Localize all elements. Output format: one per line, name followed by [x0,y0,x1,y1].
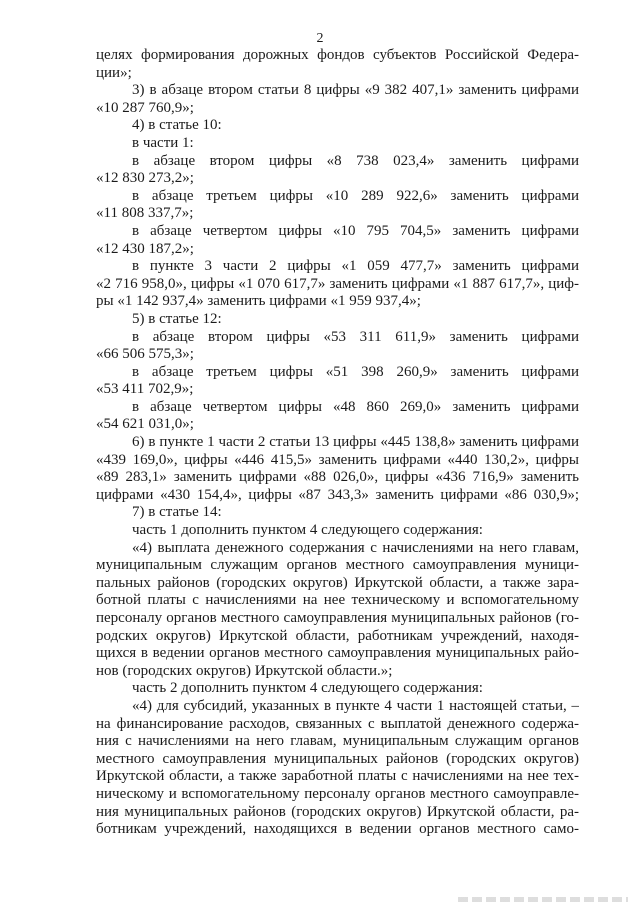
text-line: персоналу органов местного самоуправления муниципальных районов (го- [96,610,579,626]
text-line: местного самоуправления муниципальных районов (городских округов) [96,750,579,767]
text-line: «10 287 760,9»; [96,99,194,116]
text-line: «11 808 337,7»; [96,205,194,222]
text-line: ботной платы с начислениями на нее техническому и вспомогательному [96,592,579,609]
text-line: «2 716 958,0», цифры «1 070 617,7» заменить цифрами «1 887 617,7», циф- [96,275,579,292]
text-line: «53 411 702,9»; [96,381,194,398]
text-line: часть 1 дополнить пунктом 4 следующего содержания: [132,522,483,539]
text-line: «12 430 187,2»; [96,240,194,257]
text-line: 4) в статье 10: [132,117,222,134]
text-line: родских округов) Иркутской области, работникам учреждений, находя- [96,627,579,644]
text-line: в абзаце третьем цифры «10 289 922,6» заменить цифрами [132,187,579,204]
text-line: в абзаце третьем цифры «51 398 260,9» заменить цифрами [132,363,579,380]
text-line: на финансирование расходов, связанных с выплатой денежного содержа- [96,715,579,732]
text-line: ния муниципальных районов (городских округов) Иркутской области, ра- [96,803,579,820]
text-line: щихся в ведении органов местного самоуправления муниципальных райо- [96,645,579,662]
text-line: 5) в статье 12: [132,310,222,327]
text-line: в абзаце втором цифры «8 738 023,4» заменить цифрами [132,152,579,169]
text-line: часть 2 дополнить пунктом 4 следующего содержания: [132,680,483,697]
text-line: в части 1: [132,134,194,151]
text-line: 3) в абзаце втором статьи 8 цифры «9 382 407,1» заменить цифрами [132,82,579,99]
text-line: ботникам учреждений, находящихся в ведении органов местного само- [96,821,579,838]
text-line: пальных районов (городских округов) Иркутской области, а также зара- [96,574,579,591]
text-line: в абзаце втором цифры «53 311 611,9» заменить цифрами [132,328,579,345]
text-line: нов (городских округов) Иркутской области.»; [96,662,393,679]
text-line: «4) для субсидий, указанных в пункте 4 части 1 настоящей статьи, – [132,697,579,714]
text-line: «439 169,0», цифры «446 415,5» заменить цифрами «440 130,2», цифры [96,451,579,468]
text-line: «4) выплата денежного содержания с начислениями на него главам, [132,539,579,556]
text-line: ническому и вспомогательному персоналу органов местного самоуправле- [96,785,579,802]
text-line: целях формирования дорожных фондов субъектов Российской Федера- [96,47,579,63]
text-line: «66 506 575,3»; [96,346,194,363]
text-line: в абзаце четвертом цифры «48 860 269,0» заменить цифрами [132,398,579,415]
page-number: 2 [316,31,324,46]
text-line: «54 621 031,0»; [96,416,194,433]
text-line: «12 830 273,2»; [96,170,194,187]
text-line: цифрами «430 154,4», цифры «87 343,3» заменить цифрами «86 030,9»; [96,486,579,503]
text-line: Иркутской области, а также заработной платы с начислениями на нее тех- [96,768,579,785]
text-line: 7) в статье 14: [132,504,222,521]
text-line: в пункте 3 части 2 цифры «1 059 477,7» заменить цифрами [132,258,579,275]
text-line: ния с начислениями на него главам, муниципальным служащим органов [96,733,579,750]
document-body [96,47,579,839]
scan-artifact [458,897,628,902]
text-line: ры «1 142 937,4» заменить цифрами «1 959 937,4»; [96,293,421,310]
text-line: «89 283,1» заменить цифрами «88 026,0», цифры «436 716,9» заменить [96,469,579,486]
text-line: 6) в пункте 1 части 2 статьи 13 цифры «445 138,8» заменить цифрами [132,434,579,451]
text-line: в абзаце четвертом цифры «10 795 704,5» заменить цифрами [132,222,579,239]
text-line: ции»; [96,64,132,81]
text-line: муниципальным служащим органов местного самоуправления муници- [96,557,579,574]
